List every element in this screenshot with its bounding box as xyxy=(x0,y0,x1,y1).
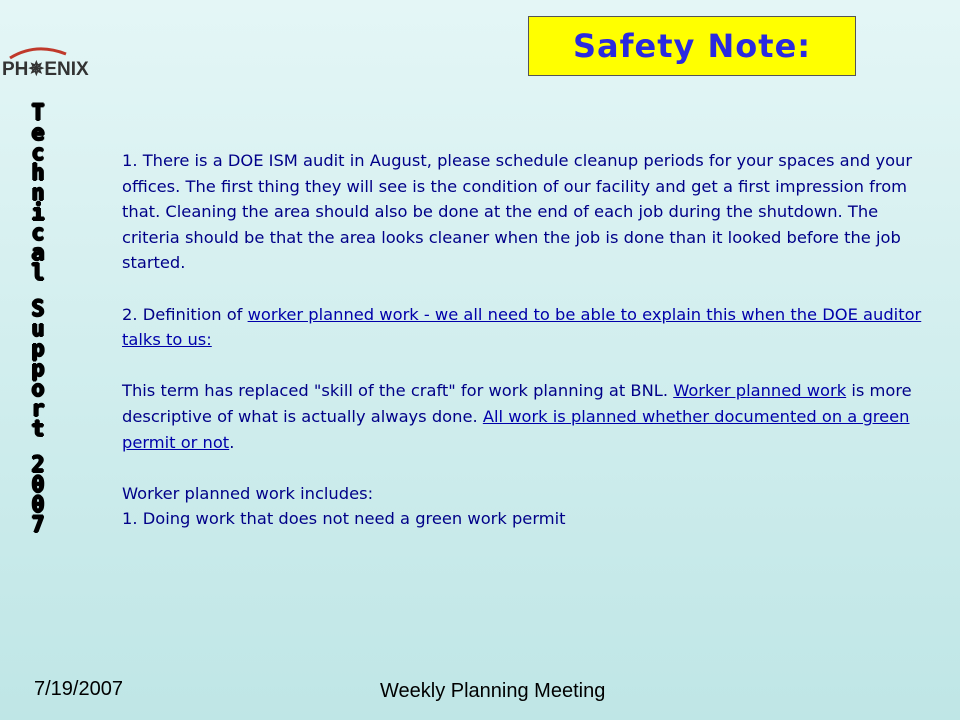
side-title-char: 2 xyxy=(31,453,45,478)
side-title-char: o xyxy=(31,377,45,402)
term-text-c: . xyxy=(229,432,235,452)
side-title-char: c xyxy=(31,221,45,246)
includes-item-1: 1. Doing work that does not need a green work permit xyxy=(122,509,566,529)
includes-heading: Worker planned work includes: xyxy=(122,483,374,503)
side-title-char: a xyxy=(31,241,45,266)
side-title-char: e xyxy=(31,121,45,146)
all-work-planned-link[interactable]: All work is planned whether documented on a green permit or not xyxy=(122,406,910,452)
side-title-char: S xyxy=(31,297,45,322)
paragraph-term xyxy=(122,378,922,455)
side-title-char: t xyxy=(31,417,45,442)
side-title-char: n xyxy=(31,181,45,206)
paragraph-definition xyxy=(122,302,922,353)
side-title-char: p xyxy=(31,337,45,362)
side-title-char: 0 xyxy=(31,493,45,518)
footer-date: 7/19/2007 xyxy=(34,678,123,700)
footer-meeting-title: Weekly Planning Meeting xyxy=(380,680,606,702)
definition-prefix: 2. Definition of xyxy=(122,304,248,324)
paragraph-audit: 1. There is a DOE ISM audit in August, please schedule cleanup periods for your spaces and your offices. The first thing they will see is the condition of our facility and get a first impression from that. Cleaning the area should also be done at the end of each job during the shutdown. The criteria should be that the area looks cleaner when the job is done than it looked before the job started. xyxy=(122,151,913,273)
phenix-logo xyxy=(2,44,94,84)
definition-link[interactable]: worker planned work - we all need to be able to explain this when the DOE auditor talks to us: xyxy=(122,304,922,350)
note-body xyxy=(122,148,922,532)
logo-text: PH✵ENIX xyxy=(2,59,89,80)
side-title-char: c xyxy=(31,141,45,166)
term-text-b: is more descriptive of what is actually always done. xyxy=(122,381,912,426)
worker-planned-work-link[interactable]: Worker planned work xyxy=(673,381,847,401)
side-title-char: T xyxy=(31,101,45,126)
side-title-char: 7 xyxy=(31,513,45,538)
side-title-char: r xyxy=(31,397,45,422)
side-title-char: 0 xyxy=(31,473,45,498)
side-title-char: i xyxy=(31,201,45,226)
side-title-char: p xyxy=(31,357,45,382)
safety-note-box xyxy=(528,16,856,76)
term-text-a: This term has replaced "skill of the craft" for work planning at BNL. xyxy=(122,381,674,401)
side-title-char: l xyxy=(31,261,45,286)
vertical-side-title xyxy=(18,101,58,538)
safety-note-title: Safety Note: xyxy=(572,27,812,65)
side-title-char: h xyxy=(31,161,45,186)
side-title-char: u xyxy=(31,317,45,342)
